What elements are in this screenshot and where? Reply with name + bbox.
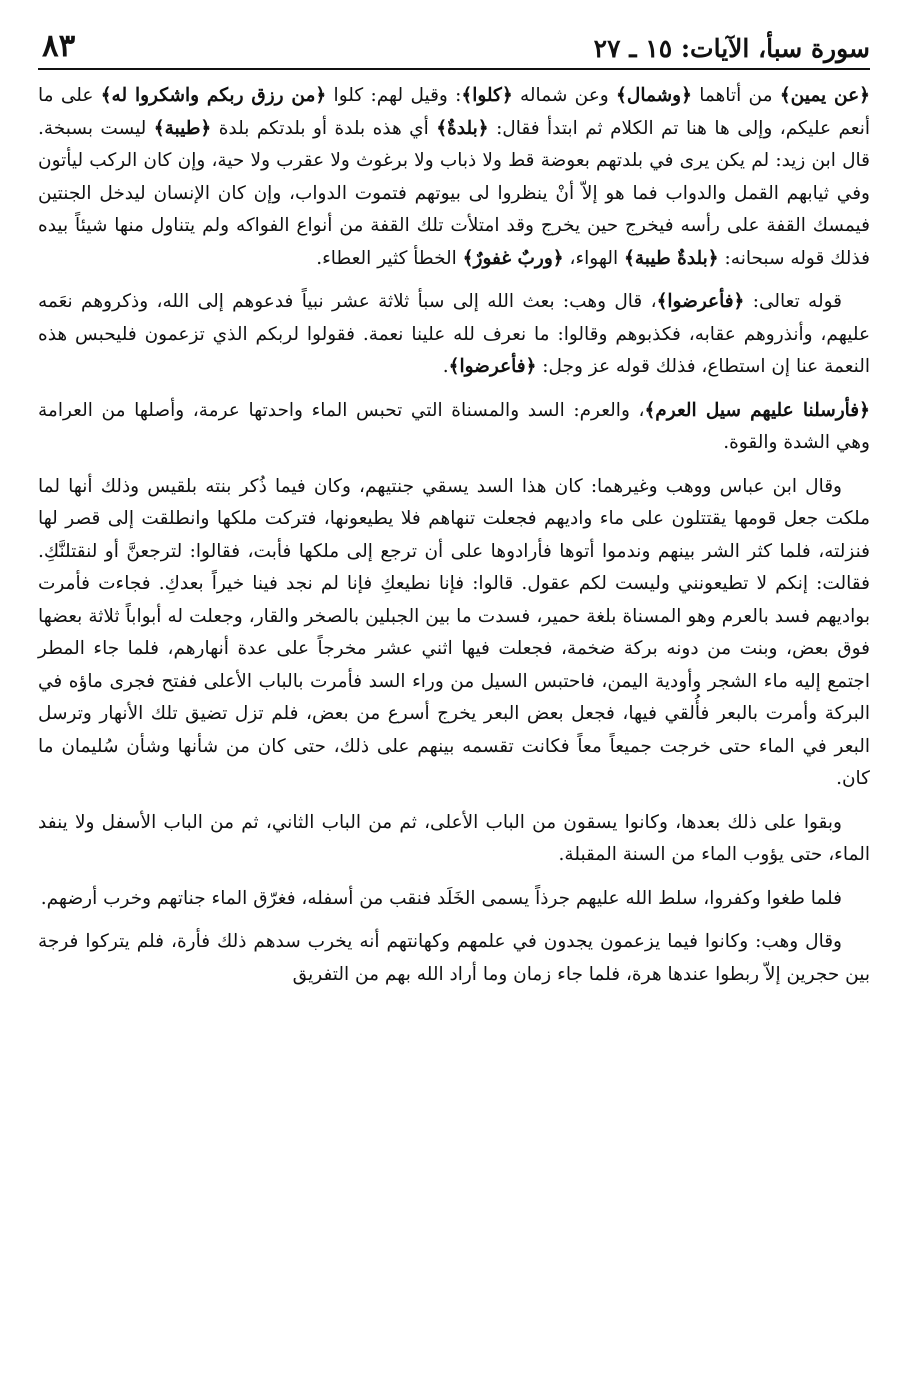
header-rule xyxy=(38,68,870,70)
text-run: قوله تعالى: xyxy=(744,291,842,312)
text-run: ليست بسبخة. قال ابن زيد: لم يكن يرى في بلدتهم بعوضة قط ولا ذباب ولا برغوث ولا عقرب ولا حية، وإن كان الركب ليأتون وفي ثيابهم القمل والدواب فما هو إلاّ أنْ ينظروا لى بيوتهم فتموت الدواب، وإن كان الإنسان ليدخل الجنتين فيمسك القفة على رأسه فيخرج حين يخرج وقد امتلأت تلك القفة من أنواع الفواكه ولم يتناول منها شيئاً بيده فذلك قوله سبحانه: xyxy=(38,117,870,269)
paragraph xyxy=(38,883,870,916)
text-run: الهواء، xyxy=(563,247,625,269)
text-run: : وقيل لهم: كلوا xyxy=(326,85,462,106)
quran-quote: ﴿كلوا﴾ xyxy=(461,85,513,106)
quran-quote: ﴿فأعرضوا﴾ xyxy=(448,356,537,377)
text-run: . xyxy=(442,356,449,377)
quran-quote: ﴿بلدةٌ طيبة﴾ xyxy=(624,247,719,269)
text-run: فلما طغوا وكفروا، سلط الله عليهم جرذاً يسمى الخَلَد فنقب من أسفله، فغرّق الماء جناتهم وخرب أرضهم. xyxy=(40,887,842,909)
paragraph xyxy=(38,926,870,991)
page-header xyxy=(38,26,870,70)
paragraph xyxy=(38,807,870,872)
quran-quote: ﴿طيبة﴾ xyxy=(153,117,212,139)
text-run: ، قال وهب: بعث الله إلى سبأ ثلاثة عشر نبياً فدعوهم إلى الله، وذكروهم نعَمه عليهم، وأنذروهم عقابه، فكذبوهم وقالوا: ما نعرف لله علينا نعمة. فقولوا لربكم الذي تزعمون فليحبس هذه النعمة عنا إن استطاع، فذلك قوله عز وجل: xyxy=(38,291,870,377)
quran-quote: ﴿عن يمين﴾ xyxy=(779,85,870,106)
body-text xyxy=(38,80,870,1002)
page-number: ٨٣ xyxy=(42,28,76,64)
text-run: من أتاهما xyxy=(691,85,780,106)
text-run: ، والعرم: السد والمسناة التي تحبس الماء واحدتها عرمة، وأصلها من العرامة وهي الشدة والقوة. xyxy=(38,399,870,453)
running-title: سورة سبأ، الآيات: ١٥ ـ ٢٧ xyxy=(593,34,870,63)
quran-quote: ﴿وشمال﴾ xyxy=(616,85,692,106)
text-run: أي هذه بلدة أو بلدتكم بلدة xyxy=(211,117,437,139)
text-run: وقال وهب: وكانوا فيما يزعمون يجدون في علمهم وكهانتهم أنه يخرب سدهم ذلك فأرة، فلم يتركوا فرجة بين حجرين إلاّ ربطوا عندها هرة، فلما جاء زمان وما أراد الله بهم من التفريق xyxy=(38,931,870,985)
quran-quote: ﴿بلدةٌ﴾ xyxy=(436,117,489,139)
text-run: الخطأ كثير العطاء. xyxy=(316,247,463,269)
paragraph xyxy=(38,286,870,384)
text-run: وعن شماله xyxy=(512,85,617,106)
quran-quote: ﴿وربٌ غفورٌ﴾ xyxy=(462,247,564,269)
paragraph xyxy=(38,471,870,796)
text-run: وقال ابن عباس ووهب وغيرهما: كان هذا السد يسقي جنتيهم، وكان فيما ذُكر بنته بلقيس وذلك أنها لما ملكت جعل قومها يقتتلون على ماء واديهم فجعلت تنهاهم فلا يطيعونها، فتركت ملكها وانطلقت إلى قصر لها فنزلته، فلما كثر الشر بينهم وندموا أتوها فأرادوها على أن ترجع إلى ملكها فأبت، فقالوا: لترجعنَّ أو لنقتلنَّكِ. فقالت: إنكم لا تطيعونني وليست لكم عقول. قالوا: فإنا نطيعكِ فإنا لم نجد فينا خيراً بعدكِ. فجاءت فأمرت بواديهم فسد بالعرم وهو المسناة بلغة حمير، فسدت ما بين الجبلين بالصخر والقار، وجعلت له أبواباً ثلاثة بعضها فوق بعض، وبنت من دونه بركة ضخمة، فجعلت فيها اثني عشر مخرجاً على عدة أنهارهم، فلما جاء المطر اجتمع إليه ماء الشجر وأودية اليمن، فاحتبس السيل من وراء السد فأمرت بالباب الأعلى ففتح فجرى ماؤه في البركة وأمرت بالبعر فأُلقي فيها، فجعل بعض البعر يخرج أسرع من بعض، فلم تزل تضيق تلك الأنهار وترسل البعر في الماء حتى خرجت جميعاً معاً فكانت تقسمه بينهم على ذلك، حتى كان من شأنها وشأن سُليمان ما كان. xyxy=(38,475,870,789)
quran-quote: ﴿فأعرضوا﴾ xyxy=(656,291,745,312)
text-run: وبقوا على ذلك بعدها، وكانوا يسقون من الباب الأعلى، ثم من الباب الثاني، ثم من الباب الأسفل ولا ينفد الماء، حتى يؤوب الماء من السنة المقبلة. xyxy=(38,811,870,865)
text-run: على ما أنعم عليكم، وإلى ها هنا تم الكلام ثم ابتدأ فقال: xyxy=(38,85,870,139)
quran-quote: ﴿من رزق ربكم واشكروا له﴾ xyxy=(100,85,327,106)
paragraph xyxy=(38,395,870,460)
paragraph xyxy=(38,80,870,275)
quran-quote: ﴿فأرسلنا عليهم سيل العرم﴾ xyxy=(644,399,870,421)
